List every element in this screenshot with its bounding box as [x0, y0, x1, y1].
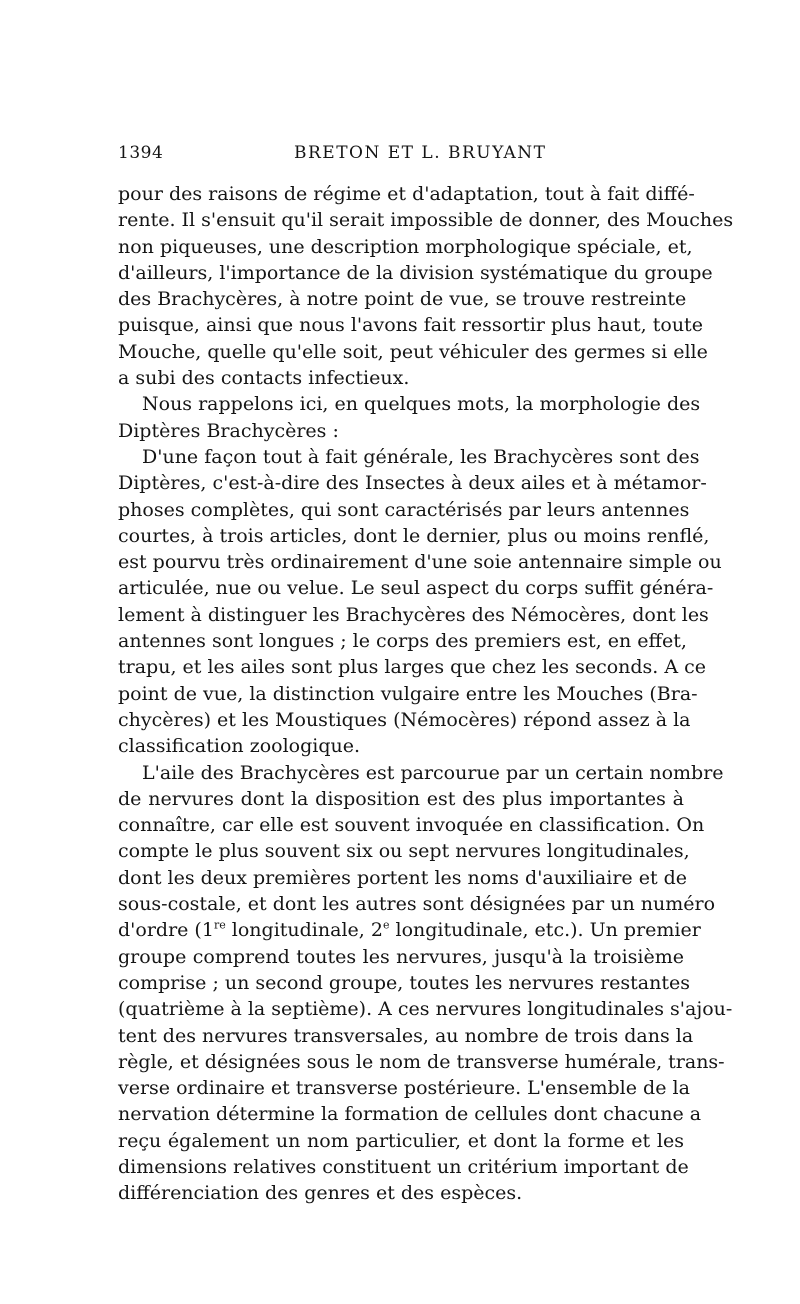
superscript: re — [213, 918, 226, 932]
text-line: Diptères Brachycères : — [118, 419, 339, 442]
body-text — [118, 181, 734, 1207]
text-line: chycères) et les Moustiques (Némocères) répond assez à la — [118, 708, 691, 731]
text-line: Diptères, c'est-à-dire des Insectes à deux ailes et à métamor- — [118, 472, 707, 495]
text-line: compte le plus souvent six ou sept nervures longitudinales, — [118, 840, 690, 863]
text-line: est pourvu très ordinairement d'une soie antennaire simple ou — [118, 551, 722, 574]
text-line: sous-costale, et dont les autres sont désignées par un numéro — [118, 893, 716, 916]
running-head: BRETON ET L. BRUYANT — [294, 143, 547, 163]
text-line: différenciation des genres et des espèces. — [118, 1182, 523, 1205]
text-line: nervation détermine la formation de cellules dont chacune a — [118, 1103, 702, 1126]
text-line: puisque, ainsi que nous l'avons fait ressortir plus haut, toute — [118, 314, 703, 337]
text-fragment: longitudinale, etc.). Un premier — [389, 919, 701, 942]
text-line: tent des nervures transversales, au nombre de trois dans la — [118, 1024, 694, 1047]
text-line: verse ordinaire et transverse postérieure. L'ensemble de la — [118, 1077, 690, 1100]
page-number: 1394 — [118, 143, 164, 163]
text-fragment: d'ordre ( — [118, 919, 202, 942]
text-fragment: longitudinale, 2 — [225, 919, 383, 942]
text-line: de nervures dont la disposition est des plus importantes à — [118, 787, 684, 810]
text-line: dont les deux premières portent les noms d'auxiliaire et de — [118, 866, 688, 889]
page-header — [118, 143, 714, 169]
text-line: comprise ; un second groupe, toutes les nervures restantes — [118, 971, 690, 994]
text-line: classification zoologique. — [118, 735, 361, 758]
text-line: groupe comprend toutes les nervures, jusqu'à la troisième — [118, 945, 684, 968]
text-line: phoses complètes, qui sont caractérisés par leurs antennes — [118, 498, 690, 521]
text-line: des Brachycères, à notre point de vue, se trouve restreinte — [118, 288, 687, 311]
text-line: pour des raisons de régime et d'adaptation, tout à fait diffé- — [118, 183, 695, 205]
text-fragment: 1 — [201, 919, 214, 942]
text-line: lement à distinguer les Brachycères des Némocères, dont les — [118, 603, 709, 626]
text-line: a subi des contacts infectieux. — [118, 367, 410, 390]
text-line: d'ailleurs, l'importance de la division systématique du groupe — [118, 261, 713, 284]
text-line: règle, et désignées sous le nom de transverse humérale, trans- — [118, 1050, 725, 1073]
superscript: e — [382, 918, 390, 932]
text-line: L'aile des Brachycères est parcourue par un certain nombre — [142, 761, 724, 784]
text-line: trapu, et les ailes sont plus larges que chez les seconds. A ce — [118, 656, 707, 679]
text-line: point de vue, la distinction vulgaire entre les Mouches (Bra- — [118, 682, 698, 705]
text-line: dimensions relatives constituent un critérium important de — [118, 1155, 689, 1178]
text-line: connaître, car elle est souvent invoquée en classification. On — [118, 814, 705, 837]
text-line: reçu également un nom particulier, et dont la forme et les — [118, 1129, 684, 1152]
text-line: Mouche, quelle qu'elle soit, peut véhiculer des germes si elle — [118, 340, 708, 363]
text-line: courtes, à trois articles, dont le dernier, plus ou moins renflé, — [118, 524, 710, 547]
text-line: (quatrième à la septième). A ces nervures longitudinales s'ajou- — [118, 998, 733, 1021]
text-line: articulée, nue ou velue. Le seul aspect du corps suffit généra- — [118, 577, 714, 600]
text-line: Nous rappelons ici, en quelques mots, la morphologie des — [142, 393, 701, 416]
text-line: rente. Il s'ensuit qu'il serait impossible de donner, des Mouches — [118, 209, 734, 232]
text-line: antennes sont longues ; le corps des premiers est, en effet, — [118, 630, 687, 653]
text-line: non piqueuses, une description morphologique spéciale, et, — [118, 235, 693, 258]
text-line: D'une façon tout à fait générale, les Brachycères sont des — [142, 445, 700, 468]
text-line-with-superscripts — [118, 917, 701, 943]
